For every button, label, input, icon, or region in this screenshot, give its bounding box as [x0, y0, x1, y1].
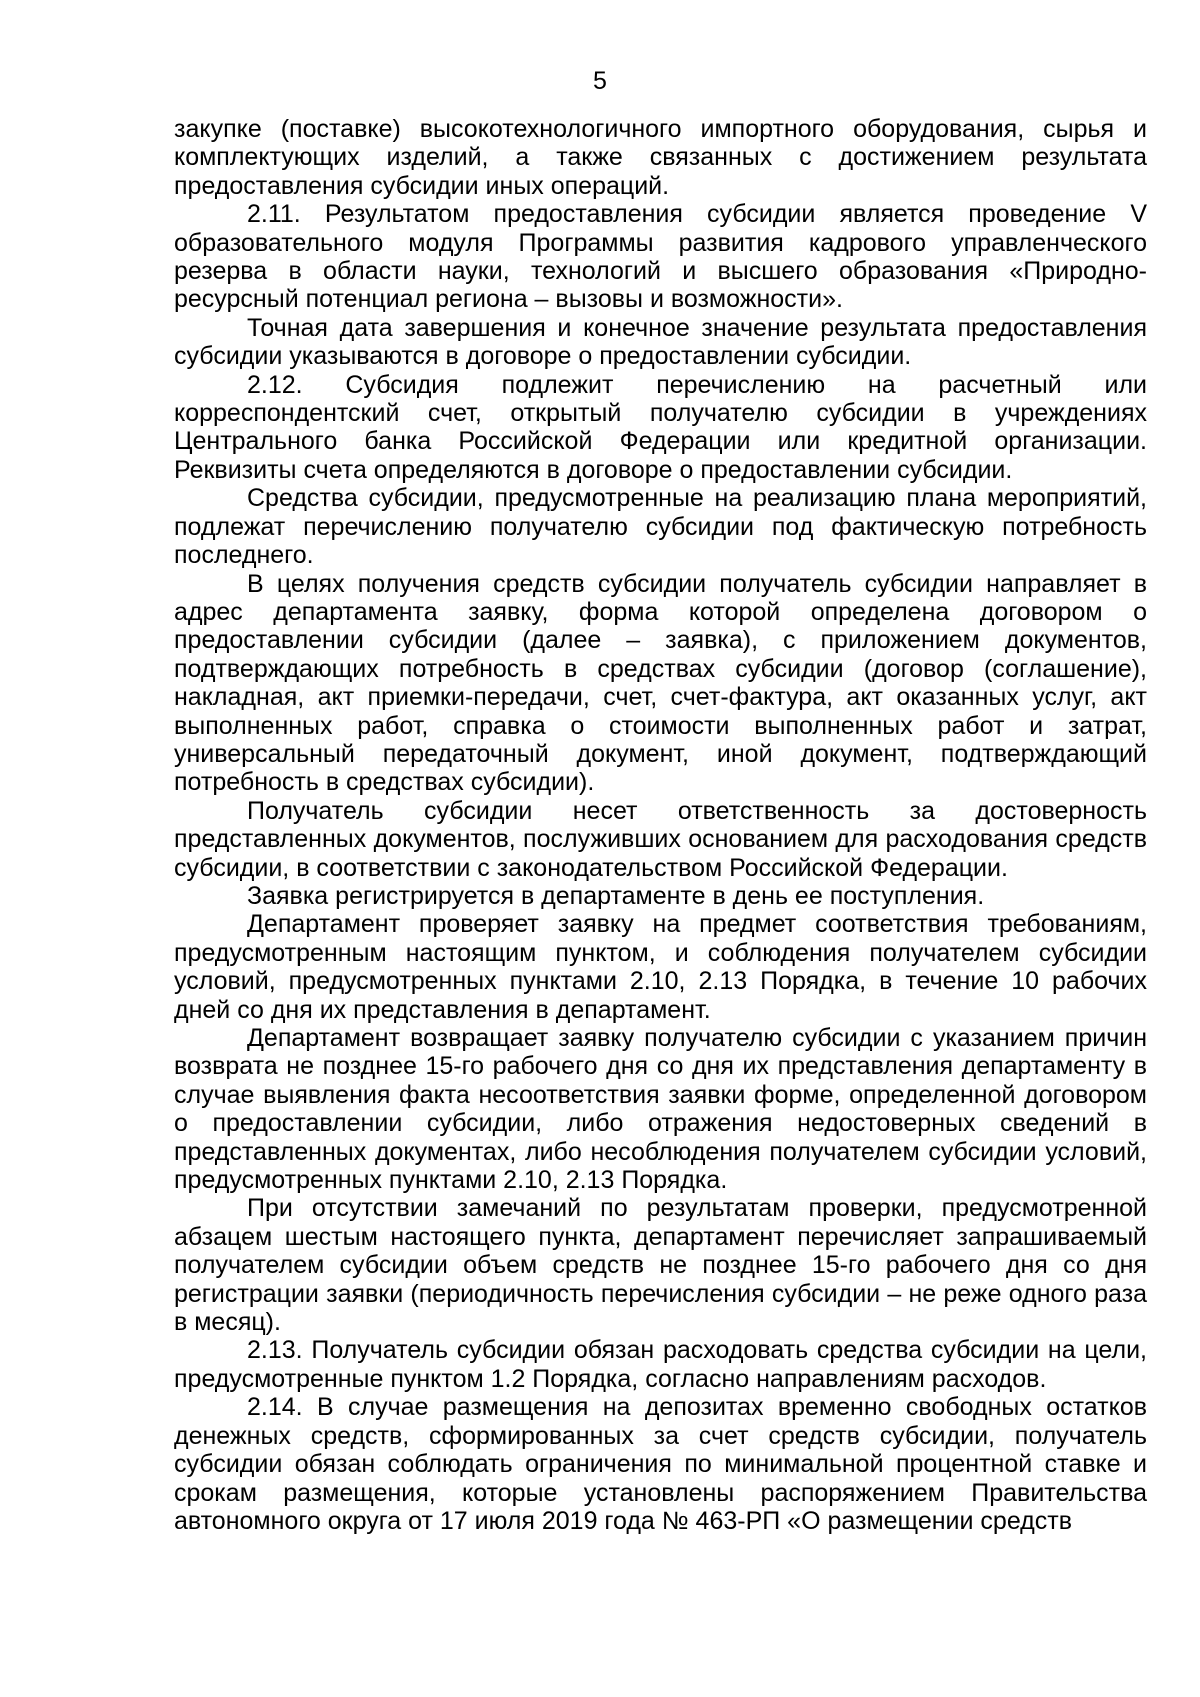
page-number: 5: [593, 67, 607, 95]
paragraph: Заявка регистрируется в департаменте в день ее поступления.: [247, 881, 985, 910]
document-body: [174, 115, 1147, 1535]
paragraph: 2.11. Результатом предоставления субсидии является проведение V образовательного модуля Программы развития кадрового управленческого резерва в области науки, технологий и высшего образования «Природно-ресурсный потенциал региона – вызовы и возможности».: [174, 200, 1147, 314]
paragraph: 2.12. Субсидия подлежит перечислению на расчетный или корреспондентский счет, открытый получателю субсидии в учреждениях Центрального банка Российской Федерации или кредитной организации. Реквизиты счета определяются в договоре о предоставлении субсидии.: [174, 370, 1147, 484]
paragraph: Департамент проверяет заявку на предмет соответствия требованиям, предусмотренным настоящим пунктом, и соблюдения получателем субсидии условий, предусмотренных пунктами 2.10, 2.13 Порядка, в течение 10 рабочих дней со дня их представления в департамент.: [174, 910, 1147, 1024]
paragraph: Департамент возвращает заявку получателю субсидии с указанием причин возврата не позднее 15-го рабочего дня со дня их представления департаменту в случае выявления факта несоответствия заявки форме, определенной договором о предоставлении субсидии, либо отражения недостоверных сведений в представленных документах, либо несоблюдения получателем субсидии условий, предусмотренных пунктами 2.10, 2.13 Порядка.: [174, 1024, 1147, 1195]
paragraph: закупке (поставке) высокотехнологичного импортного оборудования, сырья и комплектующих изделий, а также связанных с достижением результата предоставления субсидии иных операций.: [174, 115, 1147, 200]
paragraph: 2.13. Получатель субсидии обязан расходовать средства субсидии на цели, предусмотренные пунктом 1.2 Порядка, согласно направлениям расходов.: [174, 1336, 1147, 1393]
paragraph: Средства субсидии, предусмотренные на реализацию плана мероприятий, подлежат перечислению получателю субсидии под фактическую потребность последнего.: [174, 484, 1147, 570]
paragraph: В целях получения средств субсидии получатель субсидии направляет в адрес департамента заявку, форма которой определена договором о предоставлении субсидии (далее – заявка), с приложением документов, подтверждающих потребность в средствах субсидии (договор (соглашение), накладная, акт приемки-передачи, счет, счет-фактура, акт оказанных услуг, акт выполненных работ, справка о стоимости выполненных работ и затрат, универсальный передаточный документ, иной документ, подтверждающий потребность в средствах субсидии).: [174, 569, 1147, 797]
paragraph: 2.14. В случае размещения на депозитах временно свободных остатков денежных средств, сформированных за счет средств субсидии, получатель субсидии обязан соблюдать ограничения по минимальной процентной ставке и срокам размещения, которые установлены распоряжением Правительства автономного округа от 17 июля 2019 года № 463-РП «О размещении средств: [174, 1393, 1147, 1535]
paragraph: Получатель субсидии несет ответственность за достоверность представленных документов, послуживших основанием для расходования средств субсидии, в соответствии с законодательством Российской Федерации.: [174, 796, 1147, 882]
paragraph: Точная дата завершения и конечное значение результата предоставления субсидии указываются в договоре о предоставлении субсидии.: [174, 313, 1147, 371]
paragraph: При отсутствии замечаний по результатам проверки, предусмотренной абзацем шестым настоящего пункта, департамент перечисляет запрашиваемый получателем субсидии объем средств не позднее 15-го рабочего дня со дня регистрации заявки (периодичность перечисления субсидии – не реже одного раза в месяц).: [174, 1194, 1147, 1337]
